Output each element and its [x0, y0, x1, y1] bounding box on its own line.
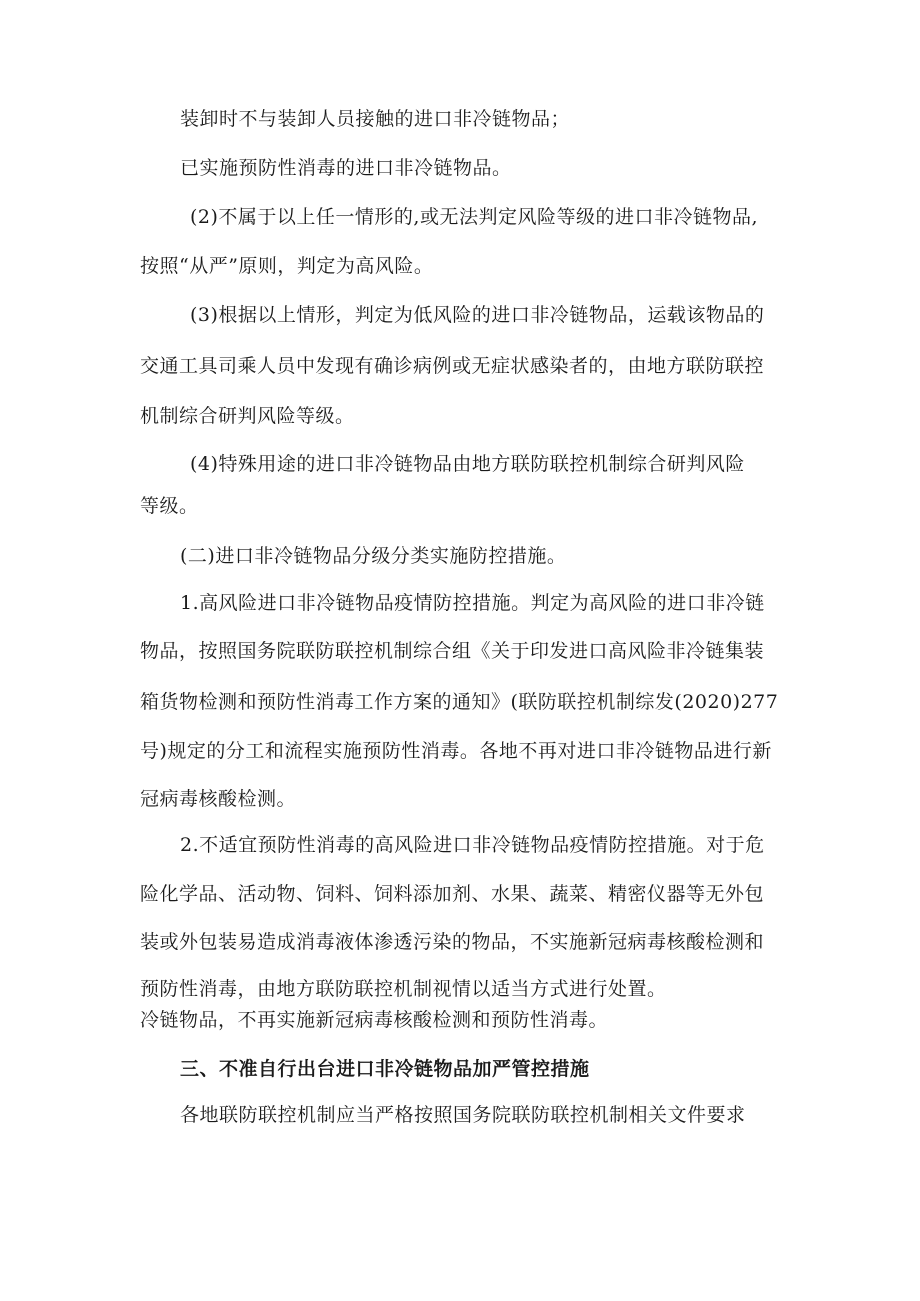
text-line-4: 按照“从严”原则，判定为高风险。 — [140, 255, 434, 277]
text-line-10: (二)进口非冷链物品分级分类实施防控措施。 — [180, 545, 567, 567]
text-line-2: 已实施预防性消毒的进口非冷链物品。 — [180, 157, 512, 179]
section-heading: 三、不准自行出台进口非冷链物品加严管控措施 — [180, 1058, 590, 1080]
text-line-22: 各地联防联控机制应当严格按照国务院联防联控机制相关文件要求 — [180, 1104, 746, 1126]
text-line-17: 险化学品、活动物、饲料、饲料添加剂、水果、蔬菜、精密仪器等无外包 — [140, 883, 765, 905]
text-line-6: 交通工具司乘人员中发现有确诊病例或无症状感染者的，由地方联防联控 — [140, 355, 765, 377]
text-line-18: 装或外包装易造成消毒液体渗透污染的物品，不实施新冠病毒核酸检测和 — [140, 931, 765, 953]
text-line-13: 箱货物检测和预防性消毒工作方案的通知》(联防联控机制综发(2020)277 — [140, 691, 779, 713]
text-line-3: (2)不属于以上任一情形的,或无法判定风险等级的进口非冷链物品, — [190, 206, 758, 228]
text-line-1: 装卸时不与装卸人员接触的进口非冷链物品； — [180, 108, 571, 130]
text-line-19: 预防性消毒，由地方联防联控机制视情以适当方式进行处置。 — [140, 978, 667, 1000]
text-line-11: 1.高风险进口非冷链物品疫情防控措施。判定为高风险的进口非冷链 — [180, 592, 765, 614]
text-line-7: 机制综合研判风险等级。 — [140, 405, 355, 427]
text-line-15: 冠病毒核酸检测。 — [140, 788, 297, 810]
text-line-16: 2.不适宜预防性消毒的高风险进口非冷链物品疫情防控措施。对于危 — [180, 834, 765, 856]
text-line-14: 号)规定的分工和流程实施预防性消毒。各地不再对进口非冷链物品进行新 — [140, 740, 772, 762]
text-line-20: 冷链物品，不再实施新冠病毒核酸检测和预防性消毒。 — [140, 1009, 609, 1031]
text-line-8: (4)特殊用途的进口非冷链物品由地方联防联控机制综合研判风险 — [190, 453, 745, 475]
text-line-9: 等级。 — [140, 495, 199, 517]
text-line-5: (3)根据以上情形，判定为低风险的进口非冷链物品，运载该物品的 — [190, 304, 765, 326]
text-line-12: 物品，按照国务院联防联控机制综合组《关于印发进口高风险非冷链集装 — [140, 640, 765, 662]
